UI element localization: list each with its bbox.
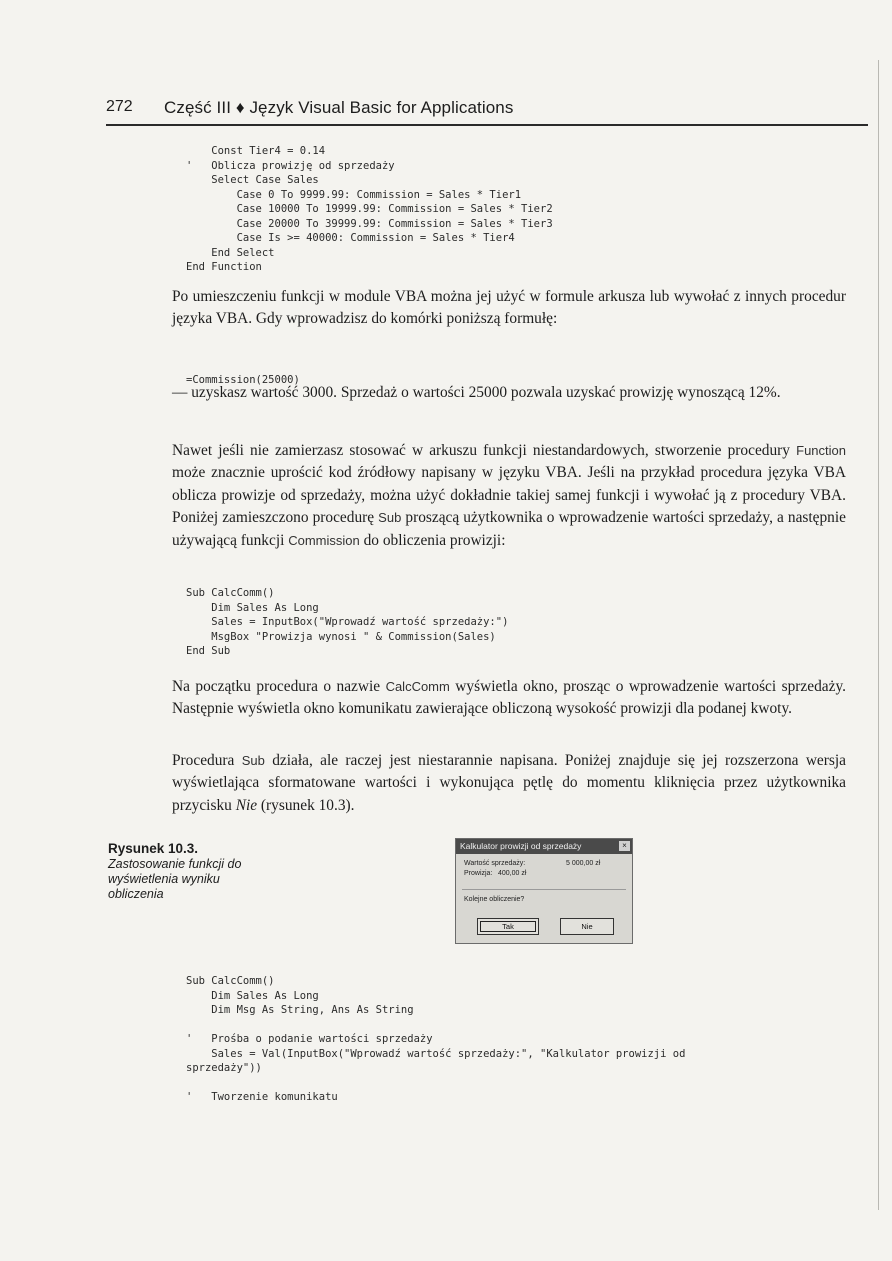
code-line: Sales = Val(InputBox("Wprowadź wartość sprzedaży:", "Kalkulator prowizji od: [186, 1047, 686, 1060]
paragraph-3: [172, 440, 846, 552]
commission-label: Prowizja:: [464, 870, 493, 877]
code-line: ' Tworzenie komunikatu: [186, 1091, 338, 1103]
code-line: Case 0 To 9999.99: Commission = Sales * Tier1: [186, 188, 522, 201]
paragraph-5-text: [172, 750, 846, 817]
close-icon[interactable]: ×: [619, 841, 630, 851]
header-rule: [106, 124, 868, 126]
code-line: End Sub: [186, 645, 231, 657]
sales-label: Wartość sprzedaży:: [464, 860, 526, 867]
page-number: 272: [106, 98, 133, 115]
formula-line: =Commission(25000): [186, 374, 300, 386]
p5-italic-nie: Nie: [235, 796, 258, 814]
p4-text-a: Na początku procedura o nazwie: [172, 678, 386, 695]
p5-text-a: Procedura: [172, 752, 242, 769]
code-line: Case Is >= 40000: Commission = Sales * Tier4: [186, 232, 515, 244]
p4-code-calccomm: CalcComm: [385, 679, 450, 694]
figure-caption: [108, 841, 278, 902]
dialog-separator: [462, 889, 626, 890]
code-line: Dim Sales As Long: [186, 989, 319, 1002]
p3-text-a: Nawet jeśli nie zamierzasz stosować w arkuszu funkcji niestandardowych, stworzenie procedury: [172, 442, 797, 459]
paragraph-4-text: [172, 676, 846, 721]
paragraph-1: [172, 286, 846, 331]
code-line: [186, 1018, 685, 1033]
code-line: ' Oblicza prowizję od sprzedaży: [186, 159, 395, 172]
paragraph-5: [172, 750, 846, 817]
code-block-calccomm-extended: [186, 974, 685, 1105]
paragraph-2: [172, 382, 846, 404]
p3-text-b: może znacznie uprościć kod źródłowy napisany w języku VBA. Jeśli na przykład procedura języka VBA oblicza prowizje od sprzedaży, można użyć dokładnie takiej samej funkcji i wywołać ją z procedury VBA. Poniżej zamieszczono procedurę: [172, 464, 846, 527]
code-line: End Select: [186, 246, 275, 259]
code-line: Case 20000 To 39999.99: Commission = Sales * Tier3: [186, 217, 553, 230]
p3-text-c: proszącą użytkownika o wprowadzenie wartości sprzedaży, a następnie używającą funkcji: [172, 509, 846, 549]
code-line: [186, 1076, 685, 1091]
p5-text-c: (rysunek 10.3).: [257, 796, 355, 814]
code-line: ' Prośba o podanie wartości sprzedaży: [186, 1033, 433, 1045]
dialog-title: Kalkulator prowizji od sprzedaży: [460, 841, 582, 851]
p3-code-commission: Commission: [288, 532, 360, 548]
code-line: Sales = InputBox("Wprowadź wartość sprzedaży:"): [186, 616, 509, 628]
code-line: sprzedaży")): [186, 1062, 262, 1074]
paragraph-4: [172, 676, 846, 721]
code-line: Sub CalcComm(): [186, 975, 275, 987]
p3-code-function: Function: [796, 443, 846, 458]
code-line: Select Case Sales: [186, 174, 319, 186]
p5-code-sub: Sub: [241, 753, 265, 768]
p3-text-d: do obliczenia prowizji:: [359, 531, 506, 549]
yes-button[interactable]: Tak: [477, 918, 539, 935]
figure-caption-text: Zastosowanie funkcji do wyświetlenia wyniku obliczenia: [108, 857, 242, 901]
paragraph-2-text: — uzyskasz wartość 3000. Sprzedaż o wartości 25000 pozwala uzyskać prowizję wynoszącą 12%.: [172, 384, 781, 401]
p5-text-b: działa, ale raczej jest niestarannie napisana. Poniżej znajduje się jej rozszerzona wersja wyświetlająca sformatowane wartości i wykonująca pętlę do momentu kliknięcia przez użytkownika przycisku: [172, 752, 846, 814]
code-line: Dim Msg As String, Ans As String: [186, 1004, 414, 1016]
code-line: Dim Sales As Long: [186, 601, 319, 614]
commission-value: 400,00 zł: [498, 870, 527, 877]
code-block-commission-function: [186, 144, 553, 275]
code-line: Sub CalcComm(): [186, 587, 275, 599]
sales-value: 5 000,00 zł: [566, 860, 601, 867]
figure-number: Rysunek 10.3.: [108, 841, 199, 856]
code-block-calccomm-short: [186, 586, 508, 659]
page-edge: [878, 60, 879, 1210]
dialog-question: Kolejne obliczenie?: [464, 896, 525, 903]
paragraph-3-text: [172, 440, 846, 552]
p4-text-b: wyświetla okno, prosząc o wprowadzenie wartości sprzedaży. Następnie wyświetla okno komunikatu zawierające obliczoną wysokość prowizji dla podanej kwoty.: [172, 678, 846, 718]
code-line: MsgBox "Prowizja wynosi " & Commission(Sales): [186, 630, 496, 643]
running-title: Część III ♦ Język Visual Basic for Applications: [164, 98, 514, 117]
p3-code-sub: Sub: [378, 510, 402, 526]
code-line: End Function: [186, 261, 262, 273]
paragraph-1-text: Po umieszczeniu funkcji w module VBA można jej użyć w formule arkusza lub wywołać z innych procedur języka VBA. Gdy wprowadzisz do komórki poniższą formułę:: [172, 288, 846, 328]
dialog-titlebar: [456, 839, 632, 854]
code-line: Case 10000 To 19999.99: Commission = Sales * Tier2: [186, 203, 553, 215]
commission-dialog: [455, 838, 633, 944]
code-line: Const Tier4 = 0.14: [186, 145, 326, 157]
no-button[interactable]: Nie: [560, 918, 614, 935]
